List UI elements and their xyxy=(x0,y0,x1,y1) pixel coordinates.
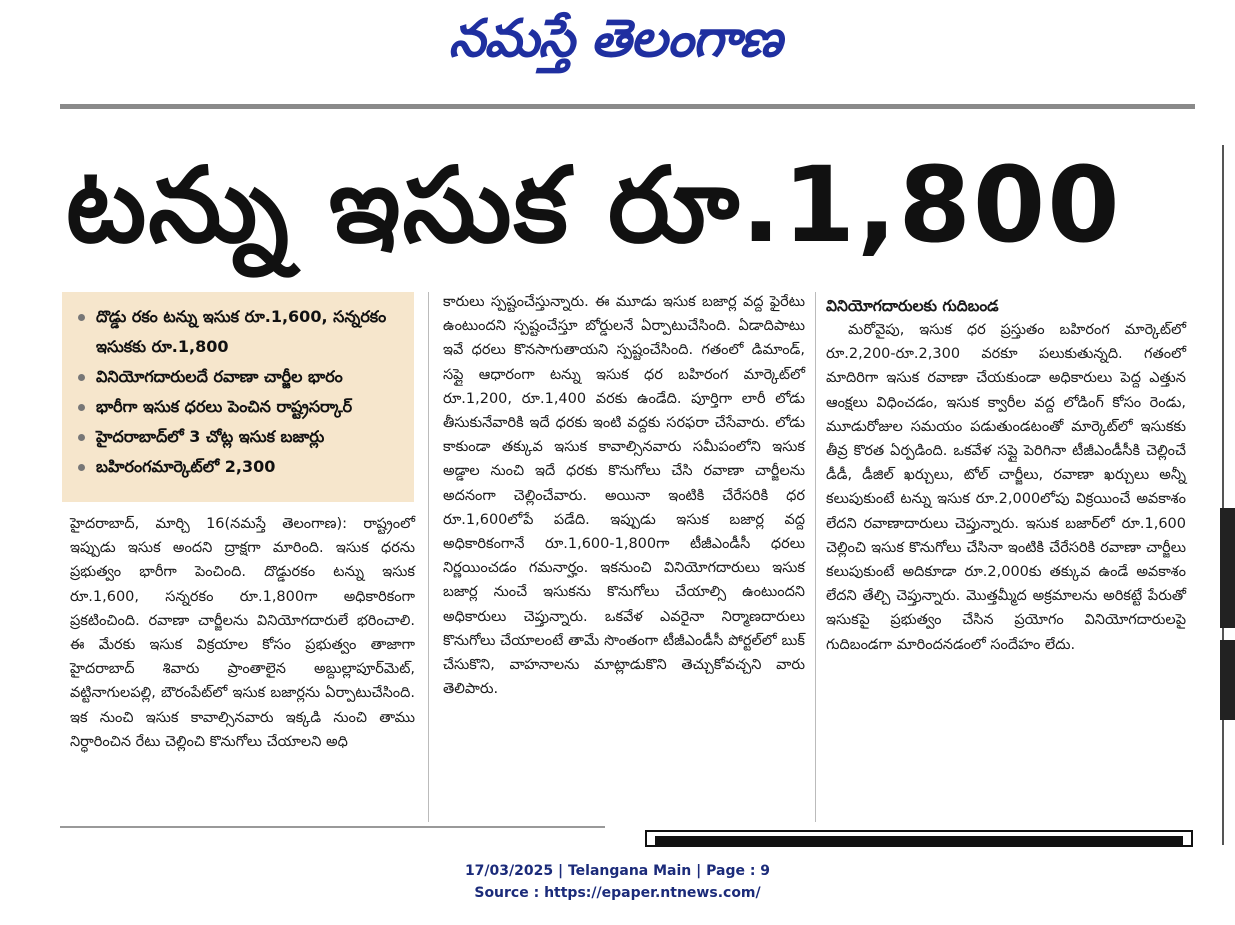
footer-date-page: 17/03/2025 | Telangana Main | Page : 9 xyxy=(464,863,771,879)
article-subheading: వినియోగదారులకు గుదిబండ xyxy=(826,297,999,315)
page-footer xyxy=(0,860,1235,904)
article-paragraph: కారులు స్పష్టంచేస్తున్నారు. ఈ మూడు ఇసుక బజార్ల వద్ద ఫైరేటు ఉంటుందని స్పష్టంచేస్తూ బోర్డులనే ఏర్పాటుచేసింది. ఏడాదిపాటు ఇవే ధరలు కొనసాగుతాయని స్పష్టంచేసింది. గతంలో డిమాండ్, సప్లై ఆధారంగా టన్ను ఇసుక ధర బహిరంగ మార్కెట్‌లో రూ.1,200, రూ.1,400 వరకు ఉండేది. పూర్తిగా లారీ లోడు తీసుకునేవారికి ఇదే ధరకు ఇంటి వద్దకు సరఫరా చేసేవారు. లోడు కాకుండా తక్కువ ఇసుక కావాల్సినవారు సమీపంలోని ఇసుక అడ్డాల నుంచి ఇదే ధరకు కొనుగోలు చేసి రవాణా చార్జీలను అదనంగా చెల్లించేవారు. అయినా ఇంటికి చేరేసరికి ధర రూ.1,600లోపే పడేది. ఇప్పుడు ఇసుక బజార్ల వద్ద అధికారికంగానే రూ.1,600-1,800గా టీజీఎండీసీ ధరలు నిర్ణయించడం గమనార్హం. ఇకనుంచి వినియోగదారులు ఇసుక బజార్ల నుంచే ఇసుకను కొనుగోలు చేయాల్సి ఉంటుందని అధికారులు చెప్తున్నారు. ఒకవేళ ఎవరైనా నిర్మాణదారులు కొనుగోలు చేయాలంటే తామే సొంతంగా టీజీఎండీసీ పోర్టల్‌లో బుక్ చేసుకొని, వాహనాలను మాట్లాడుకొని తెచ్చుకోవచ్చని వారు తెలిపారు. xyxy=(443,294,805,698)
footer-source: Source : https://epaper.ntnews.com/ xyxy=(474,885,761,901)
highlight-item: భారీగా ఇసుక ధరలు పెంచిన రాష్ట్రసర్కార్ xyxy=(76,392,406,422)
article-column-1 xyxy=(70,512,415,754)
newspaper-masthead: నమస్తే తెలంగాణ xyxy=(448,9,782,69)
column-divider xyxy=(815,292,816,822)
article-column-3 xyxy=(826,294,1186,657)
adjacent-article-edge xyxy=(1220,508,1235,628)
highlights-box xyxy=(62,292,414,502)
next-article-headline-cutoff xyxy=(110,838,550,847)
adjacent-article-edge-lower xyxy=(1220,640,1235,720)
article-paragraph: మరోవైపు, ఇసుక ధర ప్రస్తుతం బహిరంగ మార్కెట్‌లో రూ.2,200-రూ.2,300 వరకూ పలుకుతున్నది. గతంలో మాదిరిగా ఇసుక రవాణా చేయకుండా అధికారులు పెద్ద ఎత్తున ఆంక్షలు విధించడం, ఇసుక క్వారీల వద్ద లోడింగ్ కోసం రెండు, మూడురోజుల సమయం పడుతుండటంతో మార్కెట్‌లో ఇసుకకు తీవ్ర కొరత ఏర్పడింది. ఒకవేళ సప్లై పెరిగినా టీజీఎండీసీకి చెల్లించే డీడీ, డీజిల్ ఖర్చులు, టోల్ చార్జీలు, రవాణా ఖర్చులు అన్నీ కలుపుకుంటే టన్ను ఇసుక రూ.2,000లోపు విక్రయించే అవకాశం లేదని రవాణాదారులు చెప్తున్నారు. ఇసుక బజార్‌లో రూ.1,600 చెల్లించి ఇసుక కొనుగోలు చేసినా ఇంటికి చేరేసరికి రవాణా చార్జీలు కలుపుకుంటే అదికూడా రూ.2,000కు తక్కువ ఉండే అవకాశం లేదని తేల్చి చెప్తున్నారు. మొత్తమ్మీద అక్రమాలను అరికట్టే పేరుతో ఇసుకపై ప్రభుత్వం చేసిన ప్రయోగం వినియోగదారులపై గుదిబండగా మారిందనడంలో సందేహం లేదు. xyxy=(826,322,1186,653)
highlight-item: దొడ్డు రకం టన్ను ఇసుక రూ.1,600, సన్నరకం ఇసుకకు రూ.1,800 xyxy=(76,302,406,362)
article-paragraph: హైదరాబాద్, మార్చి 16(నమస్తే తెలంగాణ): రాష్ట్రంలో ఇప్పుడు ఇసుక అందని ద్రాక్షగా మారింది. ఇసుక ధరను ప్రభుత్వం భారీగా పెంచింది. దొడ్డురకం టన్ను ఇసుక రూ.1,600, సన్నరకం రూ.1,800గా అధికారికంగా ప్రకటించింది. రవాణా చార్జీలను వినియోగదారులే భరించాలి. ఈ మేరకు ఇసుక విక్రయాల కోసం ప్రభుత్వం తాజాగా హైదరాబాద్ శివారు ప్రాంతాలైన అబ్దుల్లాపూర్‌మెట్, వట్టినాగులపల్లి, బౌరంపేట్‌లో ఇసుక బజార్లను ఏర్పాటుచేసింది. ఇక నుంచి ఇసుక కావాల్సినవారు ఇక్కడి నుంచి తాము నిర్ధారించిన రేటు చెల్లించి కొనుగోలు చేయాలని అధి xyxy=(70,516,415,750)
highlight-item: వినియోగదారులదే రవాణా చార్జీల భారం xyxy=(76,362,406,392)
column-divider-right xyxy=(1222,145,1224,845)
column-divider xyxy=(428,292,429,822)
article-headline: టన్ను ఇసుక రూ.1,800 xyxy=(66,144,1122,266)
highlight-item: హైదరాబాద్‌లో 3 చోట్ల ఇసుక బజార్లు xyxy=(76,422,406,452)
highlight-item: బహిరంగమార్కెట్‌లో 2,300 xyxy=(76,452,406,482)
article-column-2 xyxy=(443,290,805,701)
next-article-box-fill xyxy=(655,836,1183,847)
masthead-divider xyxy=(60,104,1195,109)
bottom-divider xyxy=(60,826,605,828)
